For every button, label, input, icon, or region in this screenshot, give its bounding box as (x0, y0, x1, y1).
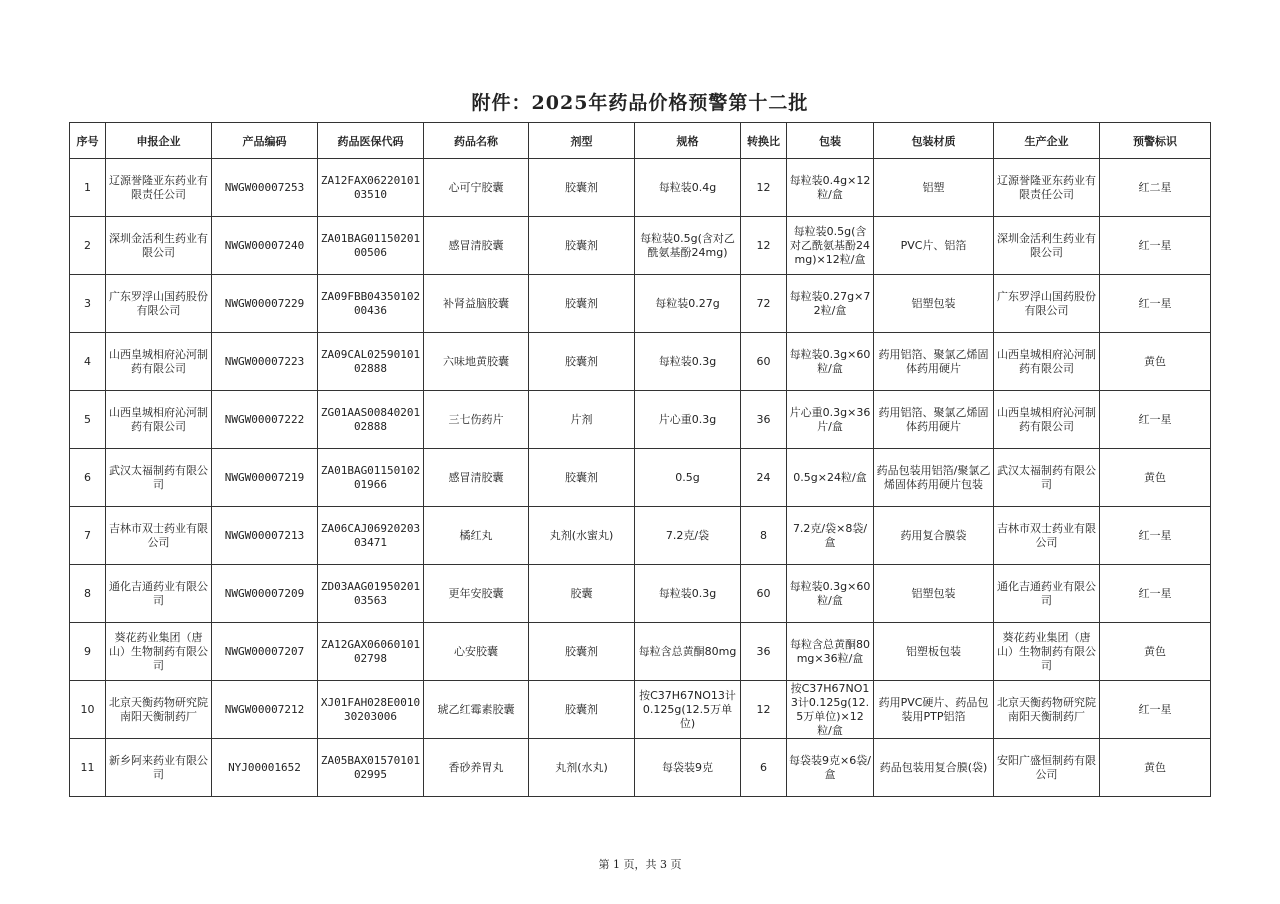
header-manufacturer: 生产企业 (994, 123, 1100, 159)
cell-package: 片心重0.3g×36片/盒 (787, 391, 874, 449)
cell-applicant: 山西皇城相府沁河制药有限公司 (106, 333, 212, 391)
cell-drug-name: 琥乙红霉素胶囊 (424, 681, 529, 739)
cell-package-material: 药品包装用铝箔/聚氯乙烯固体药用硬片包装 (874, 449, 994, 507)
table-row (70, 507, 1211, 565)
header-product-code: 产品编码 (212, 123, 318, 159)
cell-dosage-form: 胶囊 (529, 565, 635, 623)
cell-conversion-ratio: 6 (741, 739, 787, 797)
table-row (70, 391, 1211, 449)
table-row (70, 333, 1211, 391)
cell-conversion-ratio: 12 (741, 217, 787, 275)
cell-index: 6 (70, 449, 106, 507)
table-row (70, 159, 1211, 217)
price-warning-table (69, 122, 1211, 797)
cell-applicant: 武汉太福制药有限公司 (106, 449, 212, 507)
cell-product-code: NWGW00007209 (212, 565, 318, 623)
table-row (70, 275, 1211, 333)
cell-specification: 每粒装0.3g (635, 565, 741, 623)
cell-index: 11 (70, 739, 106, 797)
cell-insurance-code: XJ01FAH028E001030203006 (318, 681, 424, 739)
table-header-row (70, 123, 1211, 159)
cell-index: 10 (70, 681, 106, 739)
cell-applicant: 广东罗浮山国药股份有限公司 (106, 275, 212, 333)
cell-dosage-form: 丸剂(水蜜丸) (529, 507, 635, 565)
cell-drug-name: 三七伤药片 (424, 391, 529, 449)
cell-manufacturer: 辽源誉隆亚东药业有限责任公司 (994, 159, 1100, 217)
cell-package: 每粒装0.4g×12粒/盒 (787, 159, 874, 217)
table-row (70, 217, 1211, 275)
cell-specification: 每粒含总黄酮80mg (635, 623, 741, 681)
cell-specification: 每粒装0.5g(含对乙酰氨基酚24mg) (635, 217, 741, 275)
cell-applicant: 北京天衡药物研究院南阳天衡制药厂 (106, 681, 212, 739)
page-title: 附件：2025年药品价格预警第十二批 (471, 92, 809, 114)
cell-manufacturer: 广东罗浮山国药股份有限公司 (994, 275, 1100, 333)
cell-warning-label: 红一星 (1100, 565, 1211, 623)
cell-dosage-form: 胶囊剂 (529, 159, 635, 217)
cell-conversion-ratio: 36 (741, 623, 787, 681)
cell-applicant: 辽源誉隆亚东药业有限责任公司 (106, 159, 212, 217)
cell-package-material: 药品包装用复合膜(袋) (874, 739, 994, 797)
cell-conversion-ratio: 60 (741, 565, 787, 623)
cell-insurance-code: ZA12FAX0622010103510 (318, 159, 424, 217)
cell-dosage-form: 胶囊剂 (529, 449, 635, 507)
cell-manufacturer: 吉林市双士药业有限公司 (994, 507, 1100, 565)
cell-package: 每粒含总黄酮80mg×36粒/盒 (787, 623, 874, 681)
cell-package: 按C37H67NO13计0.125g(12.5万单位)×12粒/盒 (787, 681, 874, 739)
cell-package-material: PVC片、铝箔 (874, 217, 994, 275)
cell-applicant: 通化吉通药业有限公司 (106, 565, 212, 623)
cell-package: 每粒装0.3g×60粒/盒 (787, 333, 874, 391)
cell-insurance-code: ZD03AAG0195020103563 (318, 565, 424, 623)
cell-product-code: NWGW00007223 (212, 333, 318, 391)
cell-insurance-code: ZA09CAL0259010102888 (318, 333, 424, 391)
cell-index: 4 (70, 333, 106, 391)
cell-applicant: 深圳金活利生药业有限公司 (106, 217, 212, 275)
cell-drug-name: 心可宁胶囊 (424, 159, 529, 217)
cell-specification: 7.2克/袋 (635, 507, 741, 565)
header-dosage-form: 剂型 (529, 123, 635, 159)
cell-product-code: NWGW00007222 (212, 391, 318, 449)
cell-dosage-form: 胶囊剂 (529, 681, 635, 739)
cell-drug-name: 感冒清胶囊 (424, 449, 529, 507)
cell-warning-label: 红二星 (1100, 159, 1211, 217)
cell-package: 每粒装0.27g×72粒/盒 (787, 275, 874, 333)
header-specification: 规格 (635, 123, 741, 159)
cell-specification: 每粒装0.3g (635, 333, 741, 391)
cell-specification: 按C37H67NO13计0.125g(12.5万单位) (635, 681, 741, 739)
cell-conversion-ratio: 72 (741, 275, 787, 333)
cell-drug-name: 更年安胶囊 (424, 565, 529, 623)
cell-manufacturer: 山西皇城相府沁河制药有限公司 (994, 391, 1100, 449)
cell-package-material: 铝塑包装 (874, 565, 994, 623)
cell-specification: 每粒装0.4g (635, 159, 741, 217)
cell-dosage-form: 胶囊剂 (529, 333, 635, 391)
cell-manufacturer: 山西皇城相府沁河制药有限公司 (994, 333, 1100, 391)
cell-index: 3 (70, 275, 106, 333)
cell-package-material: 药用铝箔、聚氯乙烯固体药用硬片 (874, 391, 994, 449)
cell-warning-label: 黄色 (1100, 333, 1211, 391)
cell-specification: 每袋装9克 (635, 739, 741, 797)
cell-package-material: 铝塑 (874, 159, 994, 217)
cell-drug-name: 六味地黄胶囊 (424, 333, 529, 391)
cell-manufacturer: 深圳金活利生药业有限公司 (994, 217, 1100, 275)
cell-warning-label: 红一星 (1100, 507, 1211, 565)
cell-product-code: NWGW00007213 (212, 507, 318, 565)
cell-warning-label: 黄色 (1100, 739, 1211, 797)
cell-index: 9 (70, 623, 106, 681)
cell-product-code: NWGW00007207 (212, 623, 318, 681)
cell-package-material: 铝塑包装 (874, 275, 994, 333)
cell-dosage-form: 胶囊剂 (529, 275, 635, 333)
header-package-material: 包装材质 (874, 123, 994, 159)
cell-product-code: NWGW00007212 (212, 681, 318, 739)
cell-conversion-ratio: 36 (741, 391, 787, 449)
table-row (70, 739, 1211, 797)
header-drug-name: 药品名称 (424, 123, 529, 159)
cell-package: 每粒装0.3g×60粒/盒 (787, 565, 874, 623)
cell-manufacturer: 安阳广盛恒制药有限公司 (994, 739, 1100, 797)
cell-product-code: NYJ00001652 (212, 739, 318, 797)
cell-specification: 每粒装0.27g (635, 275, 741, 333)
cell-warning-label: 红一星 (1100, 391, 1211, 449)
cell-conversion-ratio: 12 (741, 681, 787, 739)
cell-warning-label: 红一星 (1100, 681, 1211, 739)
cell-applicant: 吉林市双士药业有限公司 (106, 507, 212, 565)
cell-index: 1 (70, 159, 106, 217)
cell-drug-name: 感冒清胶囊 (424, 217, 529, 275)
cell-insurance-code: ZA06CAJ0692020303471 (318, 507, 424, 565)
cell-dosage-form: 丸剂(水丸) (529, 739, 635, 797)
cell-drug-name: 心安胶囊 (424, 623, 529, 681)
cell-insurance-code: ZA05BAX0157010102995 (318, 739, 424, 797)
cell-product-code: NWGW00007240 (212, 217, 318, 275)
cell-package: 7.2克/袋×8袋/盒 (787, 507, 874, 565)
cell-specification: 片心重0.3g (635, 391, 741, 449)
cell-insurance-code: ZG01AAS0084020102888 (318, 391, 424, 449)
cell-applicant: 新乡阿来药业有限公司 (106, 739, 212, 797)
cell-conversion-ratio: 24 (741, 449, 787, 507)
cell-manufacturer: 葵花药业集团（唐山）生物制药有限公司 (994, 623, 1100, 681)
header-applicant: 申报企业 (106, 123, 212, 159)
cell-warning-label: 红一星 (1100, 217, 1211, 275)
header-index: 序号 (70, 123, 106, 159)
cell-dosage-form: 胶囊剂 (529, 217, 635, 275)
table-row (70, 565, 1211, 623)
table-row (70, 623, 1211, 681)
cell-index: 5 (70, 391, 106, 449)
cell-insurance-code: ZA01BAG0115020100506 (318, 217, 424, 275)
cell-package-material: 药用复合膜袋 (874, 507, 994, 565)
cell-insurance-code: ZA01BAG0115010201966 (318, 449, 424, 507)
table-row (70, 681, 1211, 739)
cell-package-material: 铝塑板包装 (874, 623, 994, 681)
cell-dosage-form: 片剂 (529, 391, 635, 449)
cell-drug-name: 补肾益脑胶囊 (424, 275, 529, 333)
cell-manufacturer: 通化吉通药业有限公司 (994, 565, 1100, 623)
cell-product-code: NWGW00007229 (212, 275, 318, 333)
cell-conversion-ratio: 12 (741, 159, 787, 217)
cell-package: 每粒装0.5g(含对乙酰氨基酚24mg)×12粒/盒 (787, 217, 874, 275)
header-conversion-ratio: 转换比 (741, 123, 787, 159)
header-insurance-code: 药品医保代码 (318, 123, 424, 159)
cell-package: 每袋装9克×6袋/盒 (787, 739, 874, 797)
cell-manufacturer: 武汉太福制药有限公司 (994, 449, 1100, 507)
cell-warning-label: 红一星 (1100, 275, 1211, 333)
cell-conversion-ratio: 8 (741, 507, 787, 565)
cell-specification: 0.5g (635, 449, 741, 507)
cell-insurance-code: ZA12GAX0606010102798 (318, 623, 424, 681)
page-footer: 第 1 页，共 3 页 (598, 858, 682, 871)
cell-insurance-code: ZA09FBB0435010200436 (318, 275, 424, 333)
cell-package-material: 药用PVC硬片、药品包装用PTP铝箔 (874, 681, 994, 739)
cell-index: 7 (70, 507, 106, 565)
cell-product-code: NWGW00007219 (212, 449, 318, 507)
cell-drug-name: 香砂养胃丸 (424, 739, 529, 797)
table-body (70, 159, 1211, 797)
cell-dosage-form: 胶囊剂 (529, 623, 635, 681)
cell-drug-name: 橘红丸 (424, 507, 529, 565)
cell-package: 0.5g×24粒/盒 (787, 449, 874, 507)
cell-product-code: NWGW00007253 (212, 159, 318, 217)
header-warning-label: 预警标识 (1100, 123, 1211, 159)
cell-warning-label: 黄色 (1100, 449, 1211, 507)
cell-conversion-ratio: 60 (741, 333, 787, 391)
header-package: 包装 (787, 123, 874, 159)
cell-warning-label: 黄色 (1100, 623, 1211, 681)
cell-index: 8 (70, 565, 106, 623)
table-row (70, 449, 1211, 507)
cell-manufacturer: 北京天衡药物研究院南阳天衡制药厂 (994, 681, 1100, 739)
cell-index: 2 (70, 217, 106, 275)
cell-applicant: 葵花药业集团（唐山）生物制药有限公司 (106, 623, 212, 681)
cell-applicant: 山西皇城相府沁河制药有限公司 (106, 391, 212, 449)
cell-package-material: 药用铝箔、聚氯乙烯固体药用硬片 (874, 333, 994, 391)
